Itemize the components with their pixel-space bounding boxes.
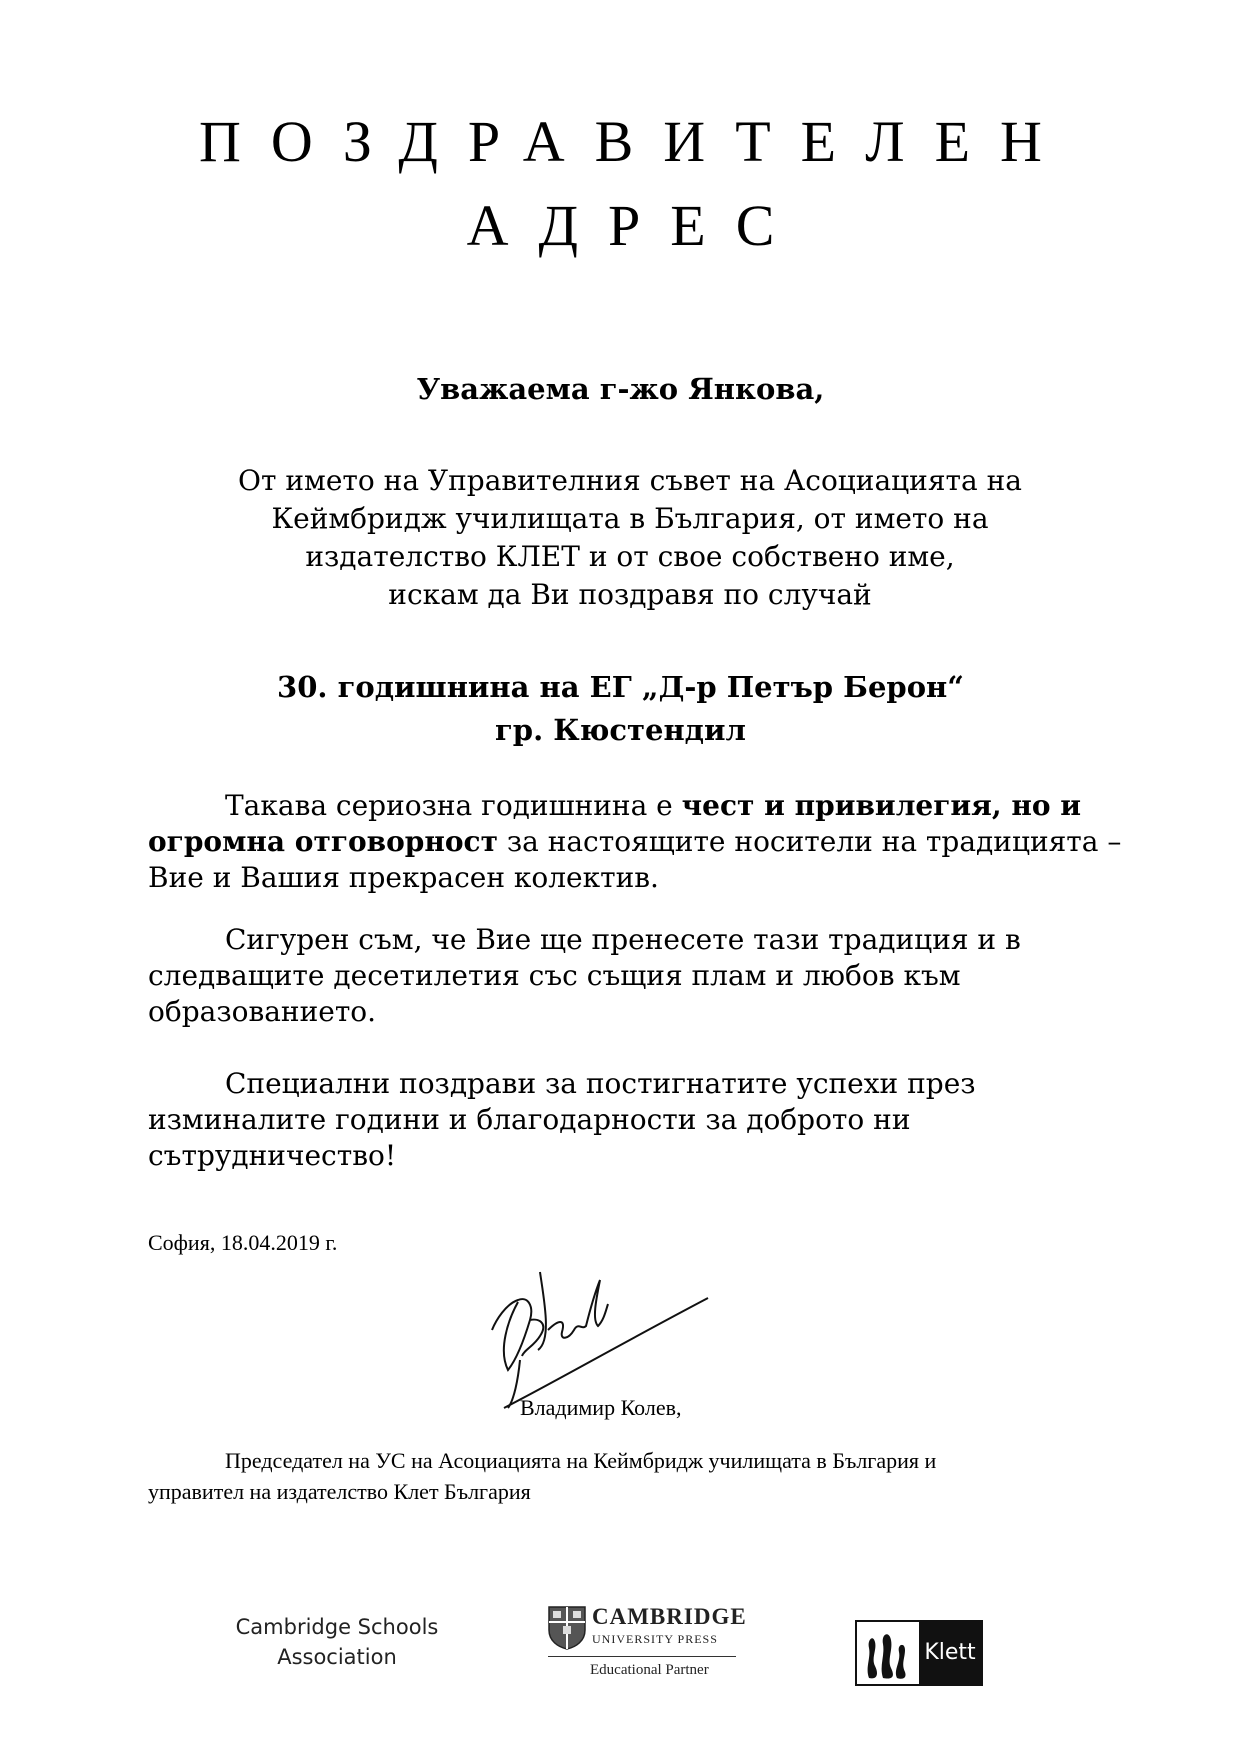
paragraph-line: изминалите години и благодарности за доброто ни <box>148 1103 911 1136</box>
paragraph-line <box>148 824 1122 860</box>
signer-name: Владимир Колев, <box>520 1395 682 1420</box>
document-title-line-1: ПОЗДРАВИТЕЛЕН <box>199 109 1072 174</box>
cup-name: CAMBRIDGE <box>592 1604 747 1629</box>
bold-text-run: чест и привилегия, но и <box>681 789 1082 822</box>
cup-subtitle: UNIVERSITY PRESS <box>592 1632 718 1646</box>
occasion-line-1: 30. годишнина на ЕГ „Д-р Петър Берон“ <box>277 670 964 704</box>
intro-paragraph <box>180 462 1080 614</box>
paragraph-line: сътрудничество! <box>148 1139 397 1172</box>
cambridge-schools-association-logo <box>222 1612 452 1672</box>
position-line: управител на издателство Клет България <box>148 1479 531 1504</box>
paragraph-line: следващите десетилетия със същия плам и любов към <box>148 959 961 992</box>
logo-text-line: Cambridge Schools <box>235 1615 439 1639</box>
cambridge-university-press-logo <box>548 1604 748 1682</box>
klett-emblem-icon <box>861 1628 911 1680</box>
divider <box>548 1656 736 1657</box>
paragraph-line: Сигурен съм, че Вие ще пренесете тази традиция и в <box>225 923 1021 956</box>
intro-line: От името на Управителния съвет на Асоциацията на <box>238 464 1022 497</box>
position-line: Председател на УС на Асоциацията на Кеймбридж училищата в България и <box>225 1448 937 1473</box>
intro-line: Кеймбридж училищата в България, от името на <box>271 502 989 535</box>
logo-text-line: Association <box>277 1645 397 1669</box>
paragraph-line: Вие и Вашия прекрасен колектив. <box>148 861 659 894</box>
paragraph-2 <box>148 922 1088 1030</box>
date-place: София, 18.04.2019 г. <box>148 1230 338 1255</box>
salutation: Уважаема г-жо Янкова, <box>416 372 825 406</box>
bold-text-run: огромна отговорност <box>148 825 498 858</box>
klett-wordmark: Klett <box>919 1622 981 1684</box>
paragraph-1 <box>148 788 1122 896</box>
handwritten-signature <box>478 1260 718 1410</box>
paragraph-line: образованието. <box>148 995 377 1028</box>
paragraph-line: Специални поздрави за постигнатите успехи през <box>225 1067 976 1100</box>
text-run: за настоящите носители на традицията – <box>497 825 1122 858</box>
document-title-line-2: АДРЕС <box>466 193 805 258</box>
occasion-line-2: гр. Кюстендил <box>495 713 746 747</box>
cup-partner-label: Educational Partner <box>590 1662 709 1678</box>
klett-logo <box>855 1620 983 1686</box>
occasion-heading <box>0 666 1241 752</box>
text-run: Такава сериозна годишнина е <box>225 789 682 822</box>
paragraph-3 <box>148 1066 1088 1174</box>
intro-line: искам да Ви поздравя по случай <box>388 578 872 611</box>
intro-line: издателство КЛЕТ и от свое собствено име, <box>305 540 955 573</box>
shield-icon <box>548 1606 586 1650</box>
signer-position <box>148 1445 1108 1507</box>
paragraph-line <box>148 788 1088 824</box>
